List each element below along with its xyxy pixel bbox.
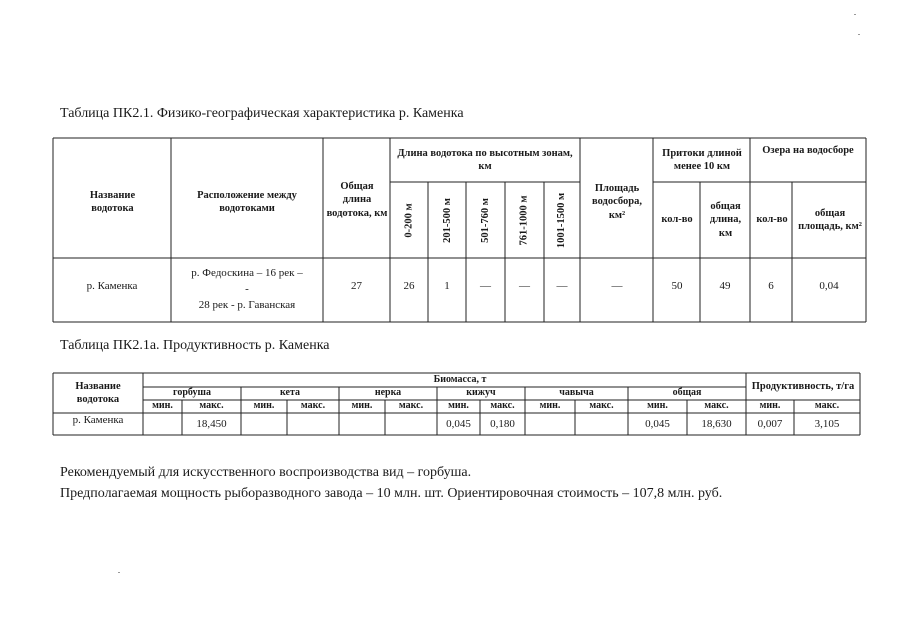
t2-species-2: нерка	[374, 387, 402, 399]
t1-header-tributaries-group: Притоки длиной менее 10 км	[662, 147, 742, 172]
t2-species-1: кета	[280, 387, 300, 399]
t1-header-zones-group: Длина водотока по высотным зонам, км	[397, 147, 573, 172]
t1-cell-name: р. Каменка	[86, 280, 138, 293]
t1-cell-zone-1: 1	[444, 280, 450, 293]
t2-header-productivity: Продуктивность, т/га	[751, 381, 855, 393]
t1-header-zone-3: 761-1000 м	[519, 194, 530, 246]
scan-speck	[858, 34, 860, 35]
t2-max-1: макс.	[300, 400, 326, 412]
t1-cell-lake-area: 0,04	[819, 280, 839, 293]
t2-min-2: мин.	[351, 400, 373, 412]
t2-species-4: чавыча	[559, 387, 594, 399]
recommendation-line-1: Рекомендуемый для искусственного воспроизводства вид – горбуша.	[60, 465, 472, 480]
scan-speck	[854, 14, 856, 15]
t2-cell-9	[575, 415, 628, 435]
t1-cell-total-length: 27	[351, 280, 362, 293]
t2-cell-12: 0,007	[757, 418, 783, 431]
t1-header-lake-area: общая площадь, км²	[798, 207, 862, 232]
t1-header-area: Площадь водосбора, км²	[592, 183, 642, 221]
t2-max-6: макс.	[814, 400, 840, 412]
t2-cell-name: р. Каменка	[72, 414, 124, 427]
t1-cell-location: р. Федоскина – 16 рек – - 28 рек - р. Гаванская	[191, 266, 303, 312]
t2-max-4: макс.	[589, 400, 614, 412]
t1-cell-trib-length: 49	[719, 280, 731, 293]
t1-header-lake-count: кол-во	[756, 214, 788, 226]
t2-cell-10: 0,045	[645, 418, 670, 431]
t1-header-zone-1: 201-500 м	[441, 197, 453, 243]
t2-max-5: макс.	[704, 400, 729, 412]
t2-min-5: мин.	[647, 400, 668, 412]
t1-header-name: Название водотока	[89, 189, 136, 214]
scan-speck	[118, 572, 120, 573]
t2-cell-2	[241, 415, 287, 435]
t2-cell-6: 0,045	[446, 418, 471, 431]
t1-header-trib-length: общая длина, км	[709, 201, 742, 239]
t2-min-4: мин.	[539, 400, 561, 412]
t1-header-trib-count: кол-во	[661, 214, 693, 226]
t1-cell-zone-0: 26	[403, 280, 415, 293]
t2-header-name: Название водотока	[75, 380, 121, 405]
t2-cell-13: 3,105	[814, 418, 840, 431]
t2-cell-1: 18,450	[196, 418, 227, 431]
t2-species-0: горбуша	[173, 387, 211, 399]
table2-caption: Таблица ПК2.1а. Продуктивность р. Каменка	[60, 338, 330, 353]
t2-max-2: макс.	[398, 400, 424, 412]
t1-cell-zone-2: —	[480, 280, 491, 293]
t1-header-zone-4: 1001-1500 м	[556, 192, 568, 248]
recommendation-line-2: Предполагаемая мощность рыборазводного завода – 10 млн. шт. Ориентировочная стоимость – 107,8 млн. руб.	[60, 486, 723, 501]
t1-header-total-length: Общая длина водотока, км	[326, 181, 388, 219]
t2-cell-11: 18,630	[701, 418, 732, 431]
t2-max-3: макс.	[490, 400, 515, 412]
t2-cell-0	[143, 415, 182, 435]
t2-min-1: мин.	[253, 400, 275, 412]
t1-cell-zone-4: —	[556, 280, 568, 293]
t1-header-zone-2: 501-760 м	[480, 197, 491, 243]
t1-cell-area: —	[611, 280, 623, 293]
t1-cell-lake-count: 6	[768, 280, 774, 293]
t2-species-3: кижуч	[466, 387, 496, 399]
t2-cell-4	[339, 415, 385, 435]
t2-cell-5	[385, 415, 437, 435]
t2-max-0: макс.	[199, 400, 224, 412]
t2-header-biomass: Биомасса, т	[433, 373, 487, 385]
t1-header-lakes-group: Озера на водосборе	[762, 145, 854, 157]
t1-cell-trib-count: 50	[671, 280, 683, 293]
t2-cell-8	[525, 415, 575, 435]
t1-cell-zone-3: —	[519, 280, 530, 293]
t2-min-6: мин.	[759, 400, 781, 412]
t2-min-0: мин.	[152, 400, 173, 412]
t2-cell-3	[287, 415, 339, 435]
t2-species-5: общая	[672, 387, 702, 399]
t2-cell-7: 0,180	[490, 418, 515, 431]
t1-header-zone-0: 0-200 м	[403, 202, 415, 238]
t2-min-3: мин.	[448, 400, 469, 412]
t1-header-location: Расположение между водотоками	[197, 189, 297, 214]
table1-caption: Таблица ПК2.1. Физико-географическая характеристика р. Каменка	[60, 106, 464, 121]
